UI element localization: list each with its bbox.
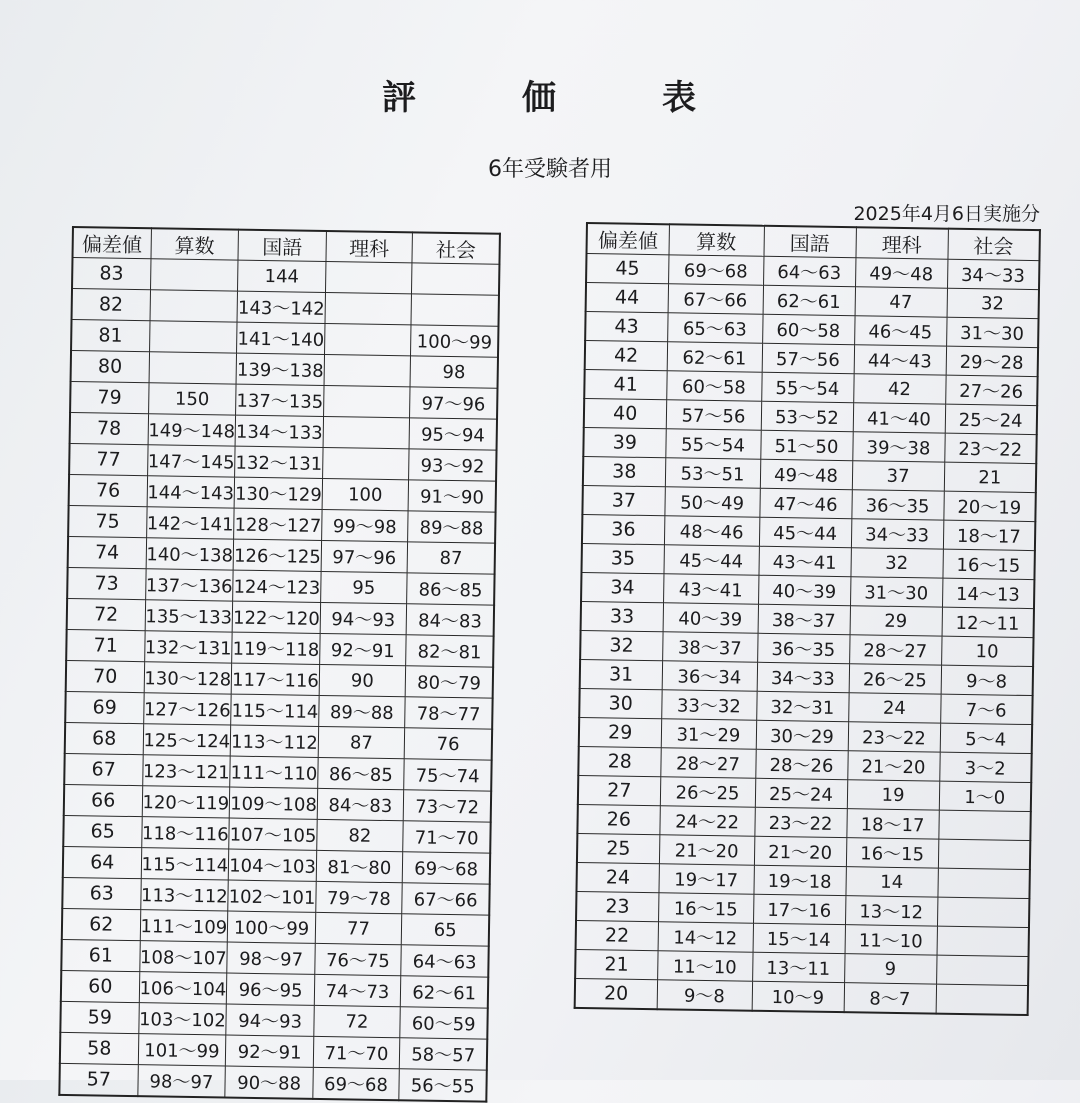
cell-science: 87 bbox=[318, 726, 404, 758]
cell-science: 36～35 bbox=[851, 490, 943, 520]
cell-social: 34～33 bbox=[947, 259, 1039, 289]
cell-science: 77 bbox=[315, 912, 401, 944]
cell-science: 86～85 bbox=[318, 757, 404, 789]
cell-japanese: 45～44 bbox=[759, 517, 851, 547]
cell-science: 46～45 bbox=[854, 316, 946, 346]
cell-math: 45～44 bbox=[663, 545, 758, 575]
cell-deviation: 43 bbox=[585, 312, 667, 342]
cell-social: 29～28 bbox=[946, 346, 1038, 376]
header-social: 社会 bbox=[947, 229, 1039, 261]
cell-math: 48～46 bbox=[664, 516, 759, 546]
cell-social: 10 bbox=[941, 636, 1033, 666]
header-social: 社会 bbox=[412, 232, 500, 264]
cell-japanese: 51～50 bbox=[760, 430, 852, 460]
cell-deviation: 82 bbox=[72, 289, 150, 321]
cell-social: 14～13 bbox=[942, 578, 1034, 608]
cell-japanese: 109～108 bbox=[229, 787, 317, 819]
cell-science: 42 bbox=[853, 374, 945, 404]
cell-japanese: 47～46 bbox=[759, 488, 851, 518]
cell-math: 120～119 bbox=[142, 786, 230, 818]
cell-japanese: 132～131 bbox=[235, 446, 323, 478]
cell-deviation: 37 bbox=[582, 485, 664, 515]
cell-social bbox=[938, 839, 1030, 869]
cell-japanese: 10～9 bbox=[752, 981, 844, 1012]
cell-deviation: 75 bbox=[68, 505, 146, 537]
cell-math: 125～124 bbox=[143, 724, 231, 756]
cell-social: 75～74 bbox=[404, 759, 492, 791]
cell-social: 32 bbox=[947, 288, 1039, 318]
cell-science: 89～88 bbox=[319, 695, 405, 727]
score-table-right bbox=[574, 222, 1041, 1016]
header-math: 算数 bbox=[668, 224, 763, 256]
cell-japanese: 117～116 bbox=[231, 663, 319, 695]
cell-japanese: 90～88 bbox=[225, 1066, 313, 1099]
cell-social bbox=[936, 955, 1028, 985]
cell-social: 67～66 bbox=[402, 883, 490, 915]
cell-japanese: 96～95 bbox=[227, 973, 315, 1005]
cell-math: 103～102 bbox=[138, 1003, 226, 1035]
cell-japanese: 143～142 bbox=[237, 291, 325, 323]
cell-social: 25～24 bbox=[945, 404, 1037, 434]
cell-deviation: 24 bbox=[576, 862, 658, 892]
cell-deviation: 71 bbox=[66, 629, 144, 661]
cell-math: 113～112 bbox=[140, 879, 228, 911]
cell-japanese: 130～129 bbox=[234, 477, 322, 509]
cell-japanese: 141～140 bbox=[237, 322, 325, 354]
cell-math: 123～121 bbox=[142, 755, 230, 787]
cell-deviation: 79 bbox=[70, 381, 148, 413]
cell-deviation: 78 bbox=[70, 412, 148, 444]
cell-math: 50～49 bbox=[664, 487, 759, 517]
cell-social: 23～22 bbox=[944, 433, 1036, 463]
cell-math: 142～141 bbox=[146, 507, 234, 539]
cell-science bbox=[325, 261, 411, 293]
cell-social bbox=[411, 263, 499, 295]
cell-math: 43～41 bbox=[663, 574, 758, 604]
cell-social: 65 bbox=[401, 914, 489, 946]
exam-date-note: 2025年4月6日実施分 bbox=[853, 203, 1040, 225]
cell-japanese: 126～125 bbox=[233, 539, 321, 571]
cell-japanese: 13～11 bbox=[752, 952, 844, 982]
cell-social: 56～55 bbox=[399, 1069, 487, 1102]
cell-math: 14～12 bbox=[658, 922, 753, 952]
cell-deviation: 38 bbox=[583, 456, 665, 486]
cell-japanese: 122～120 bbox=[232, 601, 320, 633]
cell-science bbox=[325, 292, 411, 324]
cell-science: 41～40 bbox=[853, 403, 945, 433]
cell-social: 100～99 bbox=[410, 325, 498, 357]
cell-science: 9 bbox=[844, 954, 936, 984]
title-char: 評 bbox=[382, 78, 418, 118]
title-char: 表 bbox=[662, 78, 698, 118]
cell-japanese: 128～127 bbox=[234, 508, 322, 540]
cell-math: 57～56 bbox=[666, 400, 761, 430]
cell-math: 118～116 bbox=[141, 817, 229, 849]
cell-deviation: 68 bbox=[65, 722, 143, 754]
cell-math: 127～126 bbox=[143, 693, 231, 725]
cell-social bbox=[937, 926, 1029, 956]
cell-deviation: 39 bbox=[583, 427, 665, 457]
cell-deviation: 70 bbox=[66, 660, 144, 692]
cell-deviation: 30 bbox=[579, 688, 661, 718]
cell-science: 49～48 bbox=[855, 258, 947, 288]
cell-math: 36～34 bbox=[662, 661, 757, 691]
cell-science: 31～30 bbox=[850, 577, 942, 607]
cell-japanese: 144 bbox=[238, 260, 326, 292]
cell-social: 87 bbox=[407, 542, 495, 574]
cell-japanese: 53～52 bbox=[761, 401, 853, 431]
cell-deviation: 58 bbox=[60, 1032, 138, 1064]
cell-deviation: 22 bbox=[576, 920, 658, 950]
cell-math bbox=[149, 352, 237, 384]
cell-social: 18～17 bbox=[943, 520, 1035, 550]
cell-science: 28～27 bbox=[849, 635, 941, 665]
cell-math: 21～20 bbox=[659, 835, 754, 865]
cell-deviation: 76 bbox=[69, 474, 147, 506]
cell-deviation: 21 bbox=[575, 949, 657, 979]
cell-deviation: 23 bbox=[576, 891, 658, 921]
cell-japanese: 119～118 bbox=[232, 632, 320, 664]
cell-math: 11～10 bbox=[657, 951, 752, 981]
cell-science: 99～98 bbox=[322, 509, 408, 541]
cell-japanese: 94～93 bbox=[226, 1004, 314, 1036]
cell-japanese: 21～20 bbox=[754, 836, 846, 866]
cell-social bbox=[936, 984, 1028, 1015]
cell-social: 69～68 bbox=[402, 852, 490, 884]
cell-japanese: 98～97 bbox=[227, 942, 315, 974]
cell-deviation: 64 bbox=[63, 846, 141, 878]
cell-deviation: 29 bbox=[579, 717, 661, 747]
cell-social: 84～83 bbox=[406, 604, 494, 636]
cell-japanese: 107～105 bbox=[229, 818, 317, 850]
cell-japanese: 57～56 bbox=[762, 343, 854, 373]
cell-japanese: 40～39 bbox=[758, 575, 850, 605]
cell-japanese: 34～33 bbox=[757, 662, 849, 692]
cell-deviation: 73 bbox=[67, 567, 145, 599]
cell-social: 93～92 bbox=[408, 449, 496, 481]
cell-math: 144～143 bbox=[147, 476, 235, 508]
cell-japanese: 30～29 bbox=[756, 720, 848, 750]
cell-social: 95～94 bbox=[409, 418, 497, 450]
cell-japanese: 62～61 bbox=[763, 285, 855, 315]
cell-deviation: 34 bbox=[581, 572, 663, 602]
cell-deviation: 33 bbox=[581, 601, 663, 631]
cell-math: 65～63 bbox=[667, 313, 762, 343]
cell-japanese: 139～138 bbox=[236, 353, 324, 385]
cell-science: 8～7 bbox=[844, 983, 936, 1014]
cell-science bbox=[324, 323, 410, 355]
cell-japanese: 92～91 bbox=[226, 1035, 314, 1067]
cell-japanese: 134～133 bbox=[235, 415, 323, 447]
cell-deviation: 77 bbox=[69, 443, 147, 475]
cell-deviation: 45 bbox=[586, 254, 668, 284]
header-japanese: 国語 bbox=[763, 226, 855, 258]
cell-science: 26～25 bbox=[849, 664, 941, 694]
cell-science: 81～80 bbox=[316, 850, 402, 882]
cell-deviation: 67 bbox=[64, 753, 142, 785]
cell-social: 9～8 bbox=[941, 665, 1033, 695]
cell-japanese: 55～54 bbox=[761, 372, 853, 402]
cell-math: 101～99 bbox=[138, 1034, 226, 1066]
cell-math: 108～107 bbox=[139, 941, 227, 973]
cell-math: 33～32 bbox=[661, 690, 756, 720]
cell-social: 78～77 bbox=[405, 697, 493, 729]
cell-science: 95 bbox=[321, 571, 407, 603]
cell-social: 20～19 bbox=[943, 491, 1035, 521]
cell-science: 13～12 bbox=[845, 896, 937, 926]
cell-japanese: 15～14 bbox=[753, 923, 845, 953]
cell-science: 76～75 bbox=[315, 943, 401, 975]
cell-deviation: 20 bbox=[575, 978, 657, 1009]
cell-social: 97～96 bbox=[409, 387, 497, 419]
cell-math bbox=[150, 290, 238, 322]
cell-social: 98 bbox=[410, 356, 498, 388]
cell-deviation: 83 bbox=[72, 258, 150, 290]
cell-math: 19～17 bbox=[658, 864, 753, 894]
cell-deviation: 80 bbox=[71, 351, 149, 383]
cell-social: 71～70 bbox=[403, 821, 491, 853]
cell-deviation: 66 bbox=[64, 784, 142, 816]
header-deviation: 偏差値 bbox=[587, 223, 669, 255]
cell-math: 135～133 bbox=[145, 600, 233, 632]
cell-science: 37 bbox=[852, 461, 944, 491]
cell-deviation: 57 bbox=[59, 1063, 137, 1096]
cell-deviation: 59 bbox=[60, 1001, 138, 1033]
cell-social bbox=[937, 897, 1029, 927]
cell-science: 92～91 bbox=[320, 633, 406, 665]
cell-science: 47 bbox=[855, 287, 947, 317]
cell-social bbox=[938, 810, 1030, 840]
cell-deviation: 61 bbox=[61, 939, 139, 971]
cell-math: 28～27 bbox=[660, 748, 755, 778]
document-title bbox=[0, 70, 1080, 119]
header-math: 算数 bbox=[150, 228, 238, 260]
cell-math: 9～8 bbox=[657, 980, 752, 1011]
header-science: 理科 bbox=[326, 231, 412, 263]
cell-deviation: 44 bbox=[586, 283, 668, 313]
cell-science: 44～43 bbox=[854, 345, 946, 375]
cell-math: 53～51 bbox=[665, 458, 760, 488]
cell-science bbox=[323, 385, 409, 417]
cell-math: 31～29 bbox=[661, 719, 756, 749]
cell-math: 132～131 bbox=[144, 631, 232, 663]
cell-math: 111～109 bbox=[140, 910, 228, 942]
cell-deviation: 41 bbox=[584, 369, 666, 399]
cell-deviation: 72 bbox=[67, 598, 145, 630]
cell-science: 11～10 bbox=[845, 925, 937, 955]
header-science: 理科 bbox=[855, 227, 947, 259]
cell-science: 97～96 bbox=[321, 540, 407, 572]
cell-social bbox=[411, 294, 499, 326]
cell-social: 1～0 bbox=[939, 781, 1031, 811]
cell-science: 79～78 bbox=[316, 881, 402, 913]
cell-social: 73～72 bbox=[403, 790, 491, 822]
cell-deviation: 35 bbox=[581, 543, 663, 573]
cell-science: 82 bbox=[317, 819, 403, 851]
cell-japanese: 32～31 bbox=[756, 691, 848, 721]
cell-japanese: 28～26 bbox=[755, 749, 847, 779]
cell-japanese: 19～18 bbox=[753, 865, 845, 895]
cell-deviation: 62 bbox=[62, 908, 140, 940]
cell-japanese: 104～103 bbox=[228, 849, 316, 881]
cell-science: 32 bbox=[850, 548, 942, 578]
cell-japanese: 102～101 bbox=[228, 880, 316, 912]
cell-science: 19 bbox=[847, 780, 939, 810]
cell-science: 18～17 bbox=[846, 809, 938, 839]
cell-math: 24～22 bbox=[659, 806, 754, 836]
cell-deviation: 31 bbox=[580, 659, 662, 689]
cell-science: 14 bbox=[845, 867, 937, 897]
cell-social: 89～88 bbox=[408, 511, 496, 543]
cell-japanese: 25～24 bbox=[755, 778, 847, 808]
cell-japanese: 38～37 bbox=[758, 604, 850, 634]
cell-science: 24 bbox=[848, 693, 940, 723]
cell-math bbox=[149, 321, 237, 353]
score-table-left bbox=[58, 226, 501, 1103]
cell-social: 80～79 bbox=[405, 666, 493, 698]
cell-japanese: 137～135 bbox=[236, 384, 324, 416]
cell-science: 34～33 bbox=[851, 519, 943, 549]
cell-math: 16～15 bbox=[658, 893, 753, 923]
cell-science: 100 bbox=[322, 478, 408, 510]
cell-math: 149～148 bbox=[148, 414, 236, 446]
cell-japanese: 100～99 bbox=[227, 911, 315, 943]
table-row bbox=[59, 1063, 487, 1101]
cell-science: 69～68 bbox=[313, 1067, 399, 1100]
cell-math: 150 bbox=[148, 383, 236, 415]
cell-math: 115～114 bbox=[141, 848, 229, 880]
cell-math: 137～136 bbox=[145, 569, 233, 601]
cell-social: 3～2 bbox=[939, 752, 1031, 782]
cell-deviation: 36 bbox=[582, 514, 664, 544]
cell-social: 64～63 bbox=[401, 945, 489, 977]
cell-science: 16～15 bbox=[846, 838, 938, 868]
cell-japanese: 124～123 bbox=[233, 570, 321, 602]
cell-social: 60～59 bbox=[400, 1007, 488, 1039]
cell-math: 67～66 bbox=[668, 284, 763, 314]
cell-math: 130～128 bbox=[144, 662, 232, 694]
header-japanese: 国語 bbox=[238, 230, 326, 262]
cell-social: 27～26 bbox=[945, 375, 1037, 405]
cell-japanese: 36～35 bbox=[757, 633, 849, 663]
cell-japanese: 43～41 bbox=[758, 546, 850, 576]
title-char: 価 bbox=[522, 78, 558, 118]
cell-science: 71～70 bbox=[313, 1036, 399, 1068]
cell-science bbox=[323, 447, 409, 479]
cell-social: 5～4 bbox=[940, 723, 1032, 753]
cell-social: 86～85 bbox=[407, 573, 495, 605]
cell-social: 91～90 bbox=[408, 480, 496, 512]
cell-social: 62～61 bbox=[400, 976, 488, 1008]
table-row bbox=[575, 978, 1028, 1015]
cell-math: 38～37 bbox=[662, 632, 757, 662]
cell-deviation: 28 bbox=[578, 746, 660, 776]
cell-deviation: 74 bbox=[68, 536, 146, 568]
cell-deviation: 81 bbox=[71, 320, 149, 352]
cell-japanese: 60～58 bbox=[762, 314, 854, 344]
cell-social: 21 bbox=[944, 462, 1036, 492]
cell-japanese: 17～16 bbox=[753, 894, 845, 924]
cell-deviation: 40 bbox=[584, 398, 666, 428]
cell-japanese: 111～110 bbox=[230, 756, 318, 788]
cell-deviation: 69 bbox=[65, 691, 143, 723]
cell-math: 98～97 bbox=[137, 1065, 225, 1098]
cell-japanese: 49～48 bbox=[760, 459, 852, 489]
cell-math: 40～39 bbox=[663, 603, 758, 633]
cell-science: 23～22 bbox=[848, 722, 940, 752]
cell-science: 90 bbox=[319, 664, 405, 696]
cell-math: 69～68 bbox=[668, 255, 763, 285]
cell-math: 60～58 bbox=[666, 371, 761, 401]
cell-math bbox=[150, 259, 238, 291]
cell-deviation: 32 bbox=[580, 630, 662, 660]
cell-math: 140～138 bbox=[146, 538, 234, 570]
cell-science bbox=[324, 354, 410, 386]
cell-japanese: 23～22 bbox=[754, 807, 846, 837]
cell-deviation: 42 bbox=[585, 341, 667, 371]
cell-math: 106～104 bbox=[139, 972, 227, 1004]
cell-social: 16～15 bbox=[942, 549, 1034, 579]
cell-science: 29 bbox=[850, 606, 942, 636]
cell-japanese: 113～112 bbox=[230, 725, 318, 757]
cell-science: 39～38 bbox=[852, 432, 944, 462]
cell-deviation: 25 bbox=[577, 833, 659, 863]
cell-social: 12～11 bbox=[942, 607, 1034, 637]
cell-social: 58～57 bbox=[399, 1038, 487, 1070]
cell-math: 147～145 bbox=[147, 445, 235, 477]
cell-science bbox=[323, 416, 409, 448]
cell-deviation: 63 bbox=[62, 877, 140, 909]
cell-social: 7～6 bbox=[940, 694, 1032, 724]
cell-math: 26～25 bbox=[660, 777, 755, 807]
cell-social: 76 bbox=[404, 728, 492, 760]
cell-science: 94～93 bbox=[320, 602, 406, 634]
cell-deviation: 65 bbox=[63, 815, 141, 847]
cell-science: 74～73 bbox=[314, 974, 400, 1006]
cell-social: 31～30 bbox=[946, 317, 1038, 347]
cell-japanese: 64～63 bbox=[763, 256, 855, 286]
cell-science: 21～20 bbox=[847, 751, 939, 781]
cell-math: 62～61 bbox=[667, 342, 762, 372]
cell-deviation: 60 bbox=[61, 970, 139, 1002]
cell-science: 84～83 bbox=[317, 788, 403, 820]
cell-social bbox=[937, 868, 1029, 898]
cell-japanese: 115～114 bbox=[231, 694, 319, 726]
cell-deviation: 26 bbox=[577, 804, 659, 834]
document-subtitle: 6年受験者用 bbox=[488, 157, 612, 182]
cell-science: 72 bbox=[314, 1005, 400, 1037]
header-deviation: 偏差値 bbox=[73, 227, 151, 259]
cell-math: 55～54 bbox=[665, 429, 760, 459]
cell-social: 82～81 bbox=[406, 635, 494, 667]
cell-deviation: 27 bbox=[578, 775, 660, 805]
